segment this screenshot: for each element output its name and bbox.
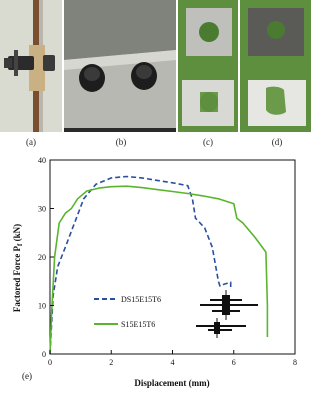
photo-c-image xyxy=(178,0,238,132)
y-tick-label: 0 xyxy=(42,350,46,359)
caption-d: (d) xyxy=(271,137,283,147)
y-axis-label-unit: (kN) xyxy=(12,223,22,244)
plot-border xyxy=(50,160,295,354)
x-tick-label: 8 xyxy=(293,358,297,367)
y-axis-label-sub: f xyxy=(16,243,24,246)
photo-row xyxy=(0,0,311,147)
y-tick-label: 20 xyxy=(38,253,46,262)
photo-a-image xyxy=(0,0,62,132)
photo-b-image xyxy=(64,0,176,132)
chart-legend xyxy=(94,295,161,329)
x-axis-label: Displacement (mm) xyxy=(134,378,210,388)
caption-b: (b) xyxy=(115,137,127,147)
connection-sketch-ds xyxy=(200,290,258,320)
photo-c xyxy=(178,0,238,132)
chart-ticks xyxy=(38,156,297,367)
force-displacement-figure xyxy=(0,150,311,393)
photo-d xyxy=(240,0,311,132)
photo-d-image xyxy=(240,0,311,132)
x-tick-label: 4 xyxy=(170,358,175,367)
y-tick-label: 10 xyxy=(38,301,46,311)
photo-b xyxy=(64,0,176,132)
force-displacement-chart xyxy=(0,150,311,393)
y-axis-label-main: Factored Force P xyxy=(12,245,22,313)
y-tick-label: 30 xyxy=(38,204,46,214)
legend-label-ds15e15t6: DS15E15T6 xyxy=(121,295,161,304)
x-tick-label: 0 xyxy=(48,358,52,367)
caption-c: (c) xyxy=(203,137,213,147)
x-tick-label: 2 xyxy=(109,358,114,367)
legend-label-s15e15t6: S15E15T6 xyxy=(121,320,156,329)
photo-a xyxy=(0,0,62,132)
x-tick-label: 6 xyxy=(231,358,236,367)
y-axis-label xyxy=(12,224,24,312)
caption-a: (a) xyxy=(26,137,36,147)
chart-series xyxy=(50,177,267,355)
panel-label-e: (e) xyxy=(22,371,32,381)
y-tick-label: 40 xyxy=(38,156,46,165)
connection-sketch-s xyxy=(196,318,246,338)
chart-frame xyxy=(50,160,295,354)
series-line-s15e15t6 xyxy=(50,186,267,354)
